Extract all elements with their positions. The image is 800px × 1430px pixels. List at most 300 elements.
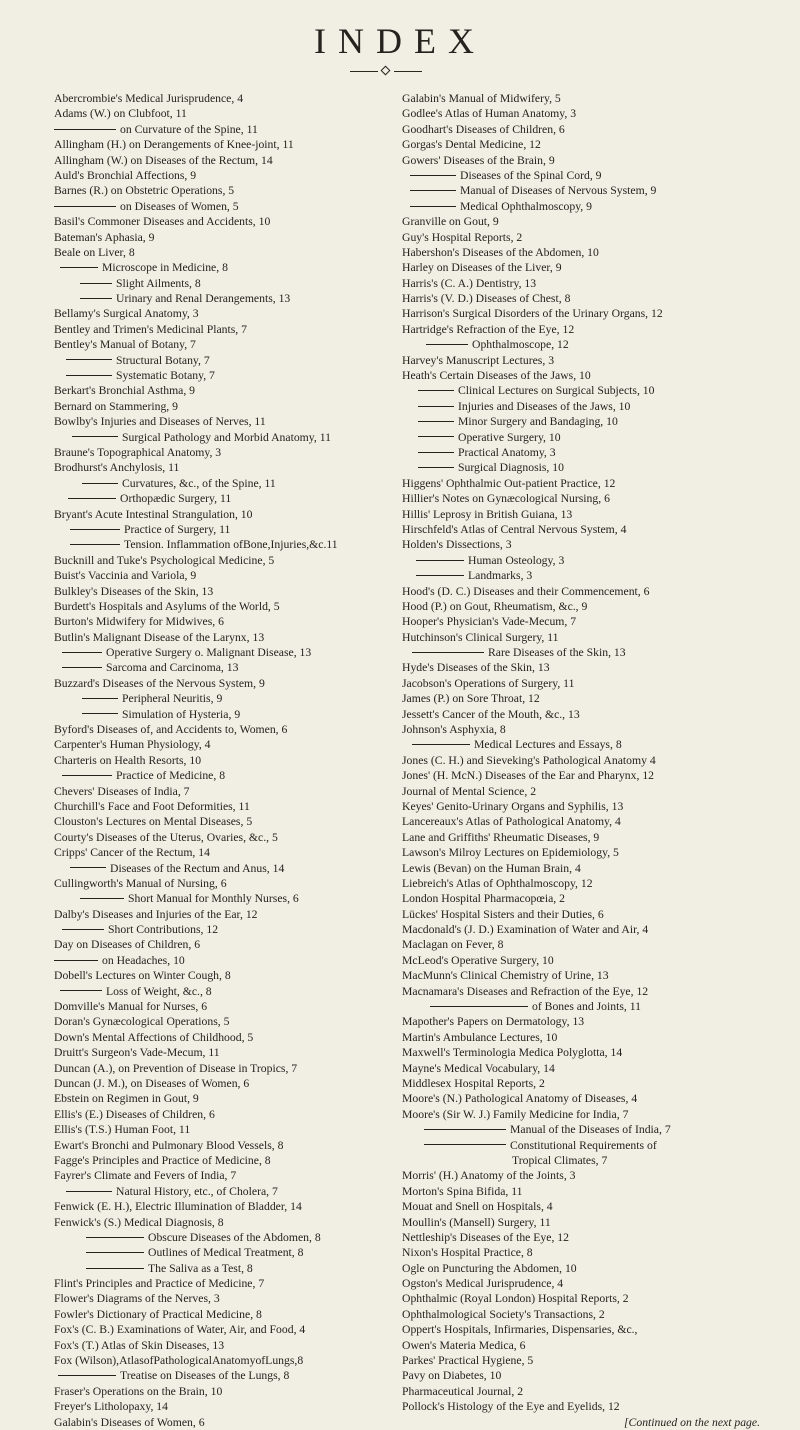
entry-text: [Continued on the next page. — [624, 1415, 761, 1429]
ditto-dash — [72, 436, 118, 437]
entry-text: Hillier's Notes on Gynæcological Nursing, 6 — [402, 492, 610, 506]
index-entry — [54, 1138, 399, 1153]
entry-text: Flower's Diagrams of the Nerves, 3 — [54, 1292, 220, 1306]
index-entry — [402, 137, 787, 152]
ditto-dash — [62, 667, 102, 668]
entry-text: Owen's Materia Medica, 6 — [402, 1338, 526, 1352]
entry-text: Fenwick (E. H.), Electric Illumination of Bladder, 14 — [54, 1200, 302, 1214]
index-entry — [402, 1168, 787, 1183]
entry-text: Constitutional Requirements of — [510, 1138, 657, 1152]
ditto-dash — [86, 1252, 144, 1253]
index-entry — [54, 322, 399, 337]
index-entry — [54, 1061, 399, 1076]
index-entry — [402, 907, 787, 922]
entry-text: Buist's Vaccinia and Variola, 9 — [54, 569, 197, 583]
index-entry — [402, 953, 787, 968]
entry-text: Duncan (A.), on Prevention of Disease in Tropics, 7 — [54, 1061, 298, 1075]
index-entry — [402, 660, 787, 675]
index-entry — [54, 845, 399, 860]
index-entry — [402, 1291, 787, 1306]
ditto-dash — [412, 744, 470, 745]
entry-text: Byford's Diseases of, and Accidents to, Women, 6 — [54, 723, 288, 737]
index-entry — [54, 214, 399, 229]
index-entry — [402, 645, 787, 660]
entry-text: Bateman's Aphasia, 9 — [54, 230, 155, 244]
ditto-dash — [70, 544, 120, 545]
index-entry — [402, 291, 787, 306]
index-entry — [402, 353, 787, 368]
index-entry — [402, 599, 787, 614]
entry-text: McLeod's Operative Surgery, 10 — [402, 953, 554, 967]
entry-text: Ellis's (T.S.) Human Foot, 11 — [54, 1123, 191, 1137]
index-entry — [54, 1045, 399, 1060]
entry-text: Jones' (H. McN.) Diseases of the Ear and Pharynx, 12 — [402, 769, 655, 783]
ditto-dash — [80, 898, 124, 899]
entry-text: Gorgas's Dental Medicine, 12 — [402, 138, 541, 152]
index-entry — [402, 568, 787, 583]
entry-text: Berkart's Bronchial Asthma, 9 — [54, 384, 196, 398]
index-entry — [402, 630, 787, 645]
index-entry — [54, 568, 399, 583]
entry-text: Maclagan on Fever, 8 — [402, 938, 504, 952]
entry-text: Bernard on Stammering, 9 — [54, 399, 178, 413]
entry-text: Maxwell's Terminologia Medica Polyglotta, 14 — [402, 1046, 623, 1060]
entry-text: Moore's (N.) Pathological Anatomy of Diseases, 4 — [402, 1092, 638, 1106]
ditto-dash — [66, 375, 112, 376]
ditto-dash — [80, 283, 112, 284]
entry-text: Fayrer's Climate and Fevers of India, 7 — [54, 1169, 237, 1183]
index-entry — [54, 968, 399, 983]
index-entry — [54, 1168, 399, 1183]
entry-text: Freyer's Litholopaxy, 14 — [54, 1400, 168, 1414]
index-entry — [402, 430, 787, 445]
index-entry — [402, 1230, 787, 1245]
ditto-dash — [424, 1129, 506, 1130]
index-entry — [402, 707, 787, 722]
entry-text: Fox's (T.) Atlas of Skin Diseases, 13 — [54, 1338, 225, 1352]
entry-text: Ebstein on Regimen in Gout, 9 — [54, 1092, 199, 1106]
ditto-dash — [412, 652, 484, 653]
index-entry — [402, 491, 787, 506]
entry-text: Landmarks, 3 — [468, 569, 533, 583]
entry-text: Hood (P.) on Gout, Rheumatism, &c., 9 — [402, 599, 588, 613]
ditto-dash — [86, 1268, 144, 1269]
index-entry — [54, 645, 399, 660]
index-entry — [402, 968, 787, 983]
entry-text: Practical Anatomy, 3 — [458, 445, 556, 459]
entry-text: Heath's Certain Diseases of the Jaws, 10 — [402, 369, 591, 383]
index-entry — [402, 891, 787, 906]
ditto-dash — [418, 421, 454, 422]
index-entry — [54, 784, 399, 799]
index-entry — [402, 414, 787, 429]
entry-text: Microscope in Medicine, 8 — [102, 261, 228, 275]
index-entry — [402, 753, 787, 768]
entry-text: Duncan (J. M.), on Diseases of Women, 6 — [54, 1077, 250, 1090]
entry-text: Courty's Diseases of the Uterus, Ovaries, &c., 5 — [54, 830, 278, 844]
index-entry — [402, 984, 787, 999]
index-entry — [402, 584, 787, 599]
entry-text: Structural Botany, 7 — [116, 353, 210, 367]
index-entry — [54, 984, 399, 999]
entry-text: Bellamy's Surgical Anatomy, 3 — [54, 307, 199, 321]
entry-text: Treatise on Diseases of the Lungs, 8 — [120, 1369, 290, 1383]
entry-text: Allingham (H.) on Derangements of Knee-joint, 11 — [54, 138, 294, 152]
entry-text: Lewis (Bevan) on the Human Brain, 4 — [402, 861, 581, 875]
entry-text: Hillis' Leprosy in British Guiana, 13 — [402, 507, 573, 521]
ditto-dash — [70, 529, 120, 530]
entry-text: Fox's (C. B.) Examinations of Water, Air, and Food, 4 — [54, 1323, 306, 1337]
index-entry — [54, 1384, 399, 1399]
entry-text: Manual of the Diseases of India, 7 — [510, 1123, 671, 1137]
ditto-dash — [58, 1375, 116, 1376]
ditto-dash — [62, 652, 102, 653]
ditto-dash — [410, 175, 456, 176]
index-entry — [54, 1307, 399, 1322]
entry-text: Injuries and Diseases of the Jaws, 10 — [458, 399, 631, 413]
entry-text: Obscure Diseases of the Abdomen, 8 — [148, 1230, 321, 1244]
entry-text: Macnamara's Diseases and Refraction of the Eye, 12 — [402, 984, 649, 998]
entry-text: Dobell's Lectures on Winter Cough, 8 — [54, 969, 231, 983]
ditto-dash — [82, 698, 118, 699]
entry-text: Flint's Principles and Practice of Medicine, 7 — [54, 1277, 265, 1291]
index-entry — [402, 614, 787, 629]
index-entry — [54, 1153, 399, 1168]
entry-text: Cullingworth's Manual of Nursing, 6 — [54, 876, 227, 890]
entry-text: Operative Surgery, 10 — [458, 430, 561, 444]
entry-text: Operative Surgery o. Malignant Disease, 13 — [106, 646, 312, 660]
entry-text: Mouat and Snell on Hospitals, 4 — [402, 1200, 553, 1214]
entry-text: Outlines of Medical Treatment, 8 — [148, 1246, 304, 1260]
index-entry — [54, 383, 399, 398]
entry-text: Clinical Lectures on Surgical Subjects, 10 — [458, 384, 655, 398]
entry-text: Pharmaceutical Journal, 2 — [402, 1384, 524, 1398]
entry-text: Nixon's Hospital Practice, 8 — [402, 1246, 533, 1260]
entry-text: Surgical Diagnosis, 10 — [458, 461, 564, 475]
index-entry — [402, 861, 787, 876]
entry-text: Hooper's Physician's Vade-Mecum, 7 — [402, 615, 577, 629]
entry-text: Nettleship's Diseases of the Eye, 12 — [402, 1230, 569, 1244]
ditto-dash — [418, 467, 454, 468]
entry-text: Bryant's Acute Intestinal Strangulation, 10 — [54, 507, 253, 521]
index-entry — [54, 660, 399, 675]
ditto-dash — [426, 344, 468, 345]
entry-text: Moore's (Sir W. J.) Family Medicine for India, 7 — [402, 1107, 629, 1121]
index-entry — [54, 1122, 399, 1137]
ditto-dash — [62, 775, 112, 776]
entry-text: Mayne's Medical Vocabulary, 14 — [402, 1061, 555, 1075]
entry-text: on Curvature of the Spine, 11 — [120, 122, 258, 136]
index-entry — [54, 599, 399, 614]
entry-text: Higgens' Ophthalmic Out-patient Practice, 12 — [402, 476, 616, 490]
index-entry — [54, 1353, 399, 1368]
index-entry — [402, 522, 787, 537]
index-entry — [54, 707, 399, 722]
entry-text: Tropical Climates, 7 — [512, 1153, 608, 1167]
index-entry — [54, 1261, 399, 1276]
ditto-dash — [418, 436, 454, 437]
entry-text: on Diseases of Women, 5 — [120, 199, 239, 213]
index-entry — [54, 476, 399, 491]
ditto-dash — [66, 359, 112, 360]
entry-text: Ophthalmic (Royal London) Hospital Reports, 2 — [402, 1292, 629, 1306]
entry-text: Buzzard's Diseases of the Nervous System, 9 — [54, 676, 265, 690]
index-entry — [54, 953, 399, 968]
entry-text: Macdonald's (J. D.) Examination of Water and Air, 4 — [402, 923, 649, 937]
entry-text: Galabin's Diseases of Women, 6 — [54, 1415, 205, 1429]
entry-text: Galabin's Manual of Midwifery, 5 — [402, 92, 561, 105]
entry-text: Fraser's Operations on the Brain, 10 — [54, 1384, 223, 1398]
index-entry — [402, 937, 787, 952]
entry-text: Down's Mental Affections of Childhood, 5 — [54, 1030, 254, 1044]
index-entry — [54, 861, 399, 876]
index-entry — [54, 183, 399, 198]
ditto-dash — [424, 1144, 506, 1145]
index-entry — [402, 1061, 787, 1076]
ditto-dash — [60, 990, 102, 991]
index-entry — [54, 230, 399, 245]
index-entry — [402, 476, 787, 491]
index-entry — [402, 1338, 787, 1353]
entry-text: Jones (C. H.) and Sieveking's Pathological Anatomy 4 — [402, 753, 656, 767]
index-entry — [54, 1091, 399, 1106]
index-entry — [54, 153, 399, 168]
entry-text: Braune's Topographical Anatomy, 3 — [54, 445, 222, 459]
index-entry — [54, 830, 399, 845]
index-entry — [402, 1199, 787, 1214]
entry-text: Tension. Inflammation ofBone,Injuries,&c.11 — [124, 538, 338, 552]
page-title: INDEX — [314, 21, 486, 61]
entry-text: Harley on Diseases of the Liver, 9 — [402, 261, 562, 275]
entry-text: Ophthalmological Society's Transactions, 2 — [402, 1307, 605, 1321]
index-entry — [402, 691, 787, 706]
entry-text: Harris's (V. D.) Diseases of Chest, 8 — [402, 292, 571, 306]
entry-text: Domville's Manual for Nurses, 6 — [54, 1000, 208, 1014]
entry-text: Moullin's (Mansell) Surgery, 11 — [402, 1215, 551, 1229]
index-entry — [402, 122, 787, 137]
ditto-dash — [82, 713, 118, 714]
index-entry — [54, 168, 399, 183]
entry-text: London Hospital Pharmacopœia, 2 — [402, 892, 565, 906]
index-entry — [54, 630, 399, 645]
index-entry — [402, 91, 787, 106]
index-entry — [54, 1338, 399, 1353]
index-entry — [54, 1415, 399, 1430]
index-entry — [54, 306, 399, 321]
index-entry — [402, 814, 787, 829]
entry-text: Hyde's Diseases of the Skin, 13 — [402, 661, 550, 675]
index-entry — [54, 1368, 399, 1383]
index-entry — [402, 553, 787, 568]
index-entry — [54, 414, 399, 429]
index-entry — [402, 507, 787, 522]
index-entry — [54, 768, 399, 783]
index-entry — [54, 753, 399, 768]
index-entry — [402, 337, 787, 352]
entry-text: Short Manual for Monthly Nurses, 6 — [128, 892, 299, 906]
index-entry — [54, 999, 399, 1014]
index-entry — [54, 1199, 399, 1214]
entry-text: Basil's Commoner Diseases and Accidents, 10 — [54, 215, 271, 229]
index-entry — [402, 276, 787, 291]
entry-text: Short Contributions, 12 — [108, 923, 219, 937]
ditto-dash — [410, 206, 456, 207]
index-entry — [54, 799, 399, 814]
index-entry — [402, 214, 787, 229]
index-entry — [402, 153, 787, 168]
index-entry — [402, 1014, 787, 1029]
index-entry — [54, 614, 399, 629]
index-entry — [402, 999, 787, 1014]
entry-text: Martin's Ambulance Lectures, 10 — [402, 1030, 558, 1044]
entry-text: Fenwick's (S.) Medical Diagnosis, 8 — [54, 1215, 224, 1229]
entry-text: Natural History, etc., of Cholera, 7 — [116, 1184, 278, 1198]
entry-text: Hutchinson's Clinical Surgery, 11 — [402, 630, 559, 644]
index-column-right — [402, 91, 787, 1430]
entry-text: The Saliva as a Test, 8 — [148, 1261, 253, 1275]
entry-text: Human Osteology, 3 — [468, 553, 565, 567]
entry-text: Lückes' Hospital Sisters and their Duties, 6 — [402, 907, 604, 921]
index-entry — [54, 1230, 399, 1245]
entry-text: Fowler's Dictionary of Practical Medicine, 8 — [54, 1307, 262, 1321]
index-entry — [402, 1153, 787, 1168]
index-entry — [402, 922, 787, 937]
index-entry — [402, 830, 787, 845]
index-entry — [54, 1245, 399, 1260]
entry-text: Churchill's Face and Foot Deformities, 11 — [54, 799, 250, 813]
entry-text: Pavy on Diabetes, 10 — [402, 1369, 502, 1383]
ditto-dash — [418, 406, 454, 407]
title-ornament-diamond — [381, 66, 391, 76]
index-entry — [402, 1107, 787, 1122]
ditto-dash — [416, 575, 464, 576]
index-entry — [54, 106, 399, 121]
index-column-left — [54, 91, 399, 1430]
entry-text: Hirschfeld's Atlas of Central Nervous System, 4 — [402, 522, 627, 536]
entry-text: of Bones and Joints, 11 — [532, 1000, 641, 1014]
entry-text: Bucknill and Tuke's Psychological Medicine, 5 — [54, 553, 275, 567]
index-entry — [402, 1245, 787, 1260]
entry-text: Druitt's Surgeon's Vade-Mecum, 11 — [54, 1046, 220, 1060]
index-entry — [54, 1291, 399, 1306]
entry-text: Fox (Wilson),AtlasofPathologicalAnatomyofLungs,8 — [54, 1354, 304, 1368]
ditto-dash — [70, 867, 106, 868]
index-entry — [402, 1215, 787, 1230]
index-entry — [402, 1091, 787, 1106]
entry-text: Guy's Hospital Reports, 2 — [402, 230, 523, 244]
entry-text: Peripheral Neuritis, 9 — [122, 692, 223, 706]
index-entry — [402, 183, 787, 198]
entry-text: Brodhurst's Anchylosis, 11 — [54, 461, 180, 475]
ditto-dash — [86, 1237, 144, 1238]
index-entry — [402, 1122, 787, 1137]
index-entry — [54, 137, 399, 152]
ditto-dash — [82, 483, 118, 484]
index-entry — [402, 537, 787, 552]
index-entry — [54, 337, 399, 352]
index-entry — [402, 383, 787, 398]
entry-text: Granville on Gout, 9 — [402, 215, 499, 229]
ditto-dash — [54, 960, 98, 961]
entry-text: Manual of Diseases of Nervous System, 9 — [460, 184, 657, 198]
entry-text: Ewart's Bronchi and Pulmonary Blood Vessels, 8 — [54, 1138, 284, 1152]
entry-text: Carpenter's Human Physiology, 4 — [54, 738, 211, 752]
index-entry — [402, 106, 787, 121]
entry-text: Jacobson's Operations of Surgery, 11 — [402, 676, 575, 690]
entry-text: Liebreich's Atlas of Ophthalmoscopy, 12 — [402, 876, 593, 890]
entry-text: Beale on Liver, 8 — [54, 245, 135, 259]
entry-text: Rare Diseases of the Skin, 13 — [488, 646, 626, 660]
ditto-dash — [418, 452, 454, 453]
index-entry — [54, 522, 399, 537]
index-entry — [54, 676, 399, 691]
entry-text: Keyes' Genito-Urinary Organs and Syphilis, 13 — [402, 799, 624, 813]
entry-text: Clouston's Lectures on Mental Diseases, 5 — [54, 815, 253, 829]
entry-text: Ellis's (E.) Diseases of Children, 6 — [54, 1107, 215, 1121]
entry-text: Morton's Spina Bifida, 11 — [402, 1184, 523, 1198]
index-entry — [402, 1184, 787, 1199]
ditto-dash — [66, 1191, 112, 1192]
ditto-dash — [416, 560, 464, 561]
entry-text: Bowlby's Injuries and Diseases of Nerves, 11 — [54, 415, 266, 429]
index-entry — [402, 722, 787, 737]
index-entry — [54, 553, 399, 568]
entry-text: Ogle on Puncturing the Abdomen, 10 — [402, 1261, 577, 1275]
index-entry — [402, 799, 787, 814]
entry-text: Middlesex Hospital Reports, 2 — [402, 1077, 545, 1090]
index-entry — [402, 845, 787, 860]
index-entry — [402, 199, 787, 214]
entry-text: Mapother's Papers on Dermatology, 13 — [402, 1015, 585, 1029]
entry-text: Parkes' Practical Hygiene, 5 — [402, 1354, 534, 1368]
index-entry — [54, 691, 399, 706]
index-entry — [402, 260, 787, 275]
entry-text: Chevers' Diseases of India, 7 — [54, 784, 190, 798]
index-entry — [402, 230, 787, 245]
index-entry — [402, 876, 787, 891]
index-entry — [54, 814, 399, 829]
entry-text: Bentley's Manual of Botany, 7 — [54, 338, 196, 352]
entry-text: Day on Diseases of Children, 6 — [54, 938, 201, 952]
ditto-dash — [54, 206, 116, 207]
index-entry — [54, 1107, 399, 1122]
entry-text: Ogston's Medical Jurisprudence, 4 — [402, 1277, 564, 1291]
entry-text: Bulkley's Diseases of the Skin, 13 — [54, 584, 214, 598]
index-entry — [54, 291, 399, 306]
index-entry — [54, 245, 399, 260]
entry-text: Dalby's Diseases and Injuries of the Ear, 12 — [54, 907, 258, 921]
entry-text: Hood's (D. C.) Diseases and their Commencement, 6 — [402, 584, 650, 598]
ditto-dash — [430, 1006, 528, 1007]
entry-text: Sarcoma and Carcinoma, 13 — [106, 661, 239, 675]
index-entry — [54, 507, 399, 522]
entry-text: Lawson's Milroy Lectures on Epidemiology, 5 — [402, 846, 619, 860]
index-entry — [54, 1030, 399, 1045]
entry-text: Simulation of Hysteria, 9 — [122, 707, 241, 721]
entry-text: Diseases of the Spinal Cord, 9 — [460, 168, 602, 182]
index-entry — [402, 1030, 787, 1045]
entry-text: Surgical Pathology and Morbid Anatomy, 11 — [122, 430, 331, 444]
entry-text: Burdett's Hospitals and Asylums of the World, 5 — [54, 599, 280, 613]
index-entry — [402, 768, 787, 783]
ditto-dash — [54, 129, 116, 130]
index-entry — [402, 322, 787, 337]
index-entry — [54, 91, 399, 106]
index-entry — [54, 584, 399, 599]
entry-text: Minor Surgery and Bandaging, 10 — [458, 415, 618, 429]
entry-text: Holden's Dissections, 3 — [402, 538, 512, 552]
entry-text: Oppert's Hospitals, Infirmaries, Dispensaries, &c., — [402, 1323, 638, 1337]
